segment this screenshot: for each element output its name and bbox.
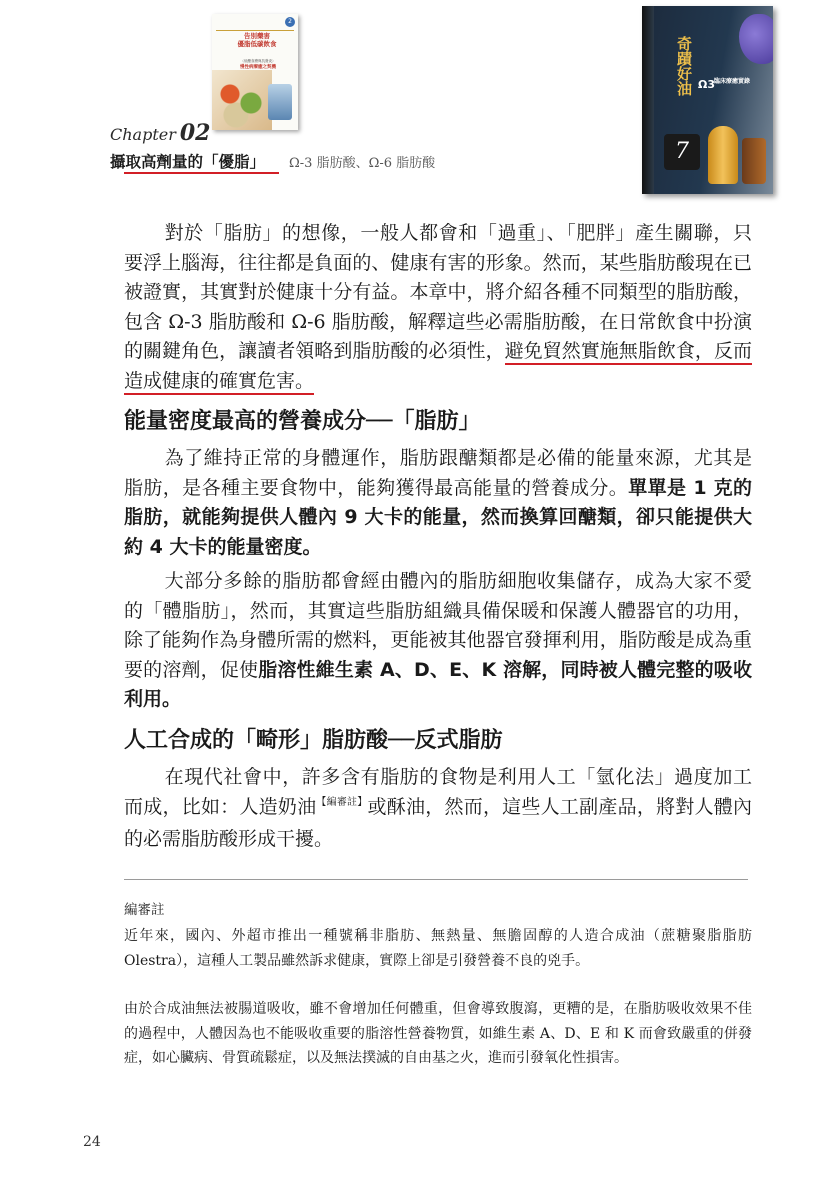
oil-bottle-image-2 bbox=[742, 138, 766, 184]
chapter-number: 02 bbox=[179, 120, 211, 146]
intro-highlight: 避免貿然實施無脂飲食，反而造成健康的確實危害。 bbox=[124, 340, 752, 395]
section1-paragraph-2: 大部分多餘的脂肪都會經由體內的脂肪細胞收集儲存，成為大家不愛的「體脂肪」，然而，其實這些脂肪組織具備保暖和保護人體器官的功用，除了能夠作為身體所需的燃料，更能被其他器官發揮利用，脂防酸是成為重要的溶劑，促使脂溶性維生素 A、D、E、K 溶解，同時被人體完整的吸收利用。 bbox=[124, 570, 752, 710]
chapter-label bbox=[110, 120, 211, 146]
chapter-word: Chapter bbox=[110, 125, 176, 144]
footnote-paragraph-2: 由於合成油無法被腸道吸收，雖不會增加任何體重，但會導致腹瀉，更糟的是，在脂肪吸收效果不佳的過程中，人體因為也不能吸收重要的脂溶性營養物質，如維生素 A、D、E 和 K 而會致嚴重的併發症，如心臟病、骨質疏鬆症，以及無法撲滅的自由基之火，進而引發氧化性損害。 bbox=[124, 1001, 752, 1066]
intro-text: 對於「脂肪」的想像，一般人都會和「過重」、「肥胖」產生關聯，只要浮上腦海，往往都是負面的、健康有害的形象。然而，某些脂肪酸現在已被證實，其實對於健康十分有益。本章中，將介紹各種不同類型的脂肪酸，包含 Ω-3 脂肪酸和 Ω-6 脂肪酸，解釋這些必需脂肪酸，在日常飲食中扮演的關鍵角色，讓讀者領略到脂肪酸的必須性， bbox=[124, 222, 752, 362]
chapter-subtitle: Ω-3 脂肪酸、Ω-6 脂肪酸 bbox=[289, 156, 436, 171]
oil-bottle-image bbox=[708, 126, 738, 184]
cover-title: 告別藥害 優脂低碳飲食 bbox=[237, 32, 277, 48]
cover-jar-photo bbox=[268, 84, 292, 120]
bold-fact-vitamins: 脂溶性維生素 A、D、E、K 溶解，同時被人體完整的吸收利用。 bbox=[124, 658, 752, 710]
cover-header-strip bbox=[216, 18, 294, 31]
section2-paragraph: 在現代社會中，許多含有脂肪的食物是利用人工「氫化法」過度加工而成，比如：人造奶油$^{【編審註】}$或酥油，然而，這些人工副產品，將對人體內的必需脂肪酸形成干擾。 bbox=[124, 766, 752, 850]
page-number: 24 bbox=[83, 1134, 101, 1150]
cover-flower-image bbox=[739, 14, 773, 64]
book-cover-omega3 bbox=[642, 6, 773, 194]
bold-fact-energy: 單單是 1 克的脂肪，就能夠提供人體內 9 大卡的能量，然而換算回醣類，卻只能提供大約 4 大卡的能量密度。 bbox=[124, 476, 752, 558]
footnote-label: 編審註 bbox=[124, 902, 165, 918]
footnote-paragraph-1: 近年來，國內、外超市推出一種號稱非脂肪、無熱量、無膽固醇的人造合成油（蔗糖聚脂脂肪 Olestra），這種人工製品雖然訴求健康，實際上卻是引發營養不良的兇手。 bbox=[124, 928, 752, 969]
editor-note-marker: 【編審註】 bbox=[316, 796, 368, 808]
section-heading-fat-energy: 能量密度最高的營養成分──「脂肪」 bbox=[124, 409, 481, 434]
cover-subtitle: （低醣食療與抗發炎） 慢性病療癒之契機 bbox=[240, 59, 276, 70]
cover-subtitle: 臨床療癒實錄 bbox=[714, 78, 751, 85]
cover-omega-label: Ω3 bbox=[698, 78, 716, 91]
book-cover-low-carb bbox=[212, 14, 298, 130]
book-spine bbox=[642, 6, 654, 194]
cover-badge: 2 bbox=[285, 17, 295, 27]
chapter-title-underline bbox=[124, 172, 279, 174]
footnote-divider bbox=[124, 879, 748, 880]
cover-logo-mark: 7 bbox=[664, 134, 700, 170]
intro-paragraph bbox=[124, 219, 752, 396]
chapter-title: 攝取高劑量的「優脂」 bbox=[110, 152, 266, 171]
cover-title: 奇蹟好油 bbox=[675, 36, 693, 96]
cover-food-photo bbox=[212, 70, 272, 130]
section-heading-trans-fat: 人工合成的「畸形」脂肪酸──反式脂肪 bbox=[124, 728, 503, 753]
section1-paragraph-1: 為了維持正常的身體運作，脂肪跟醣類都是必備的能量來源，尤其是脂肪，是各種主要食物中，能夠獲得最高能量的營養成分。單單是 1 克的脂肪，就能夠提供人體內 9 大卡的能量，然而換算回醣類，卻只能提供大約 4 大卡的能量密度。 bbox=[124, 447, 752, 558]
